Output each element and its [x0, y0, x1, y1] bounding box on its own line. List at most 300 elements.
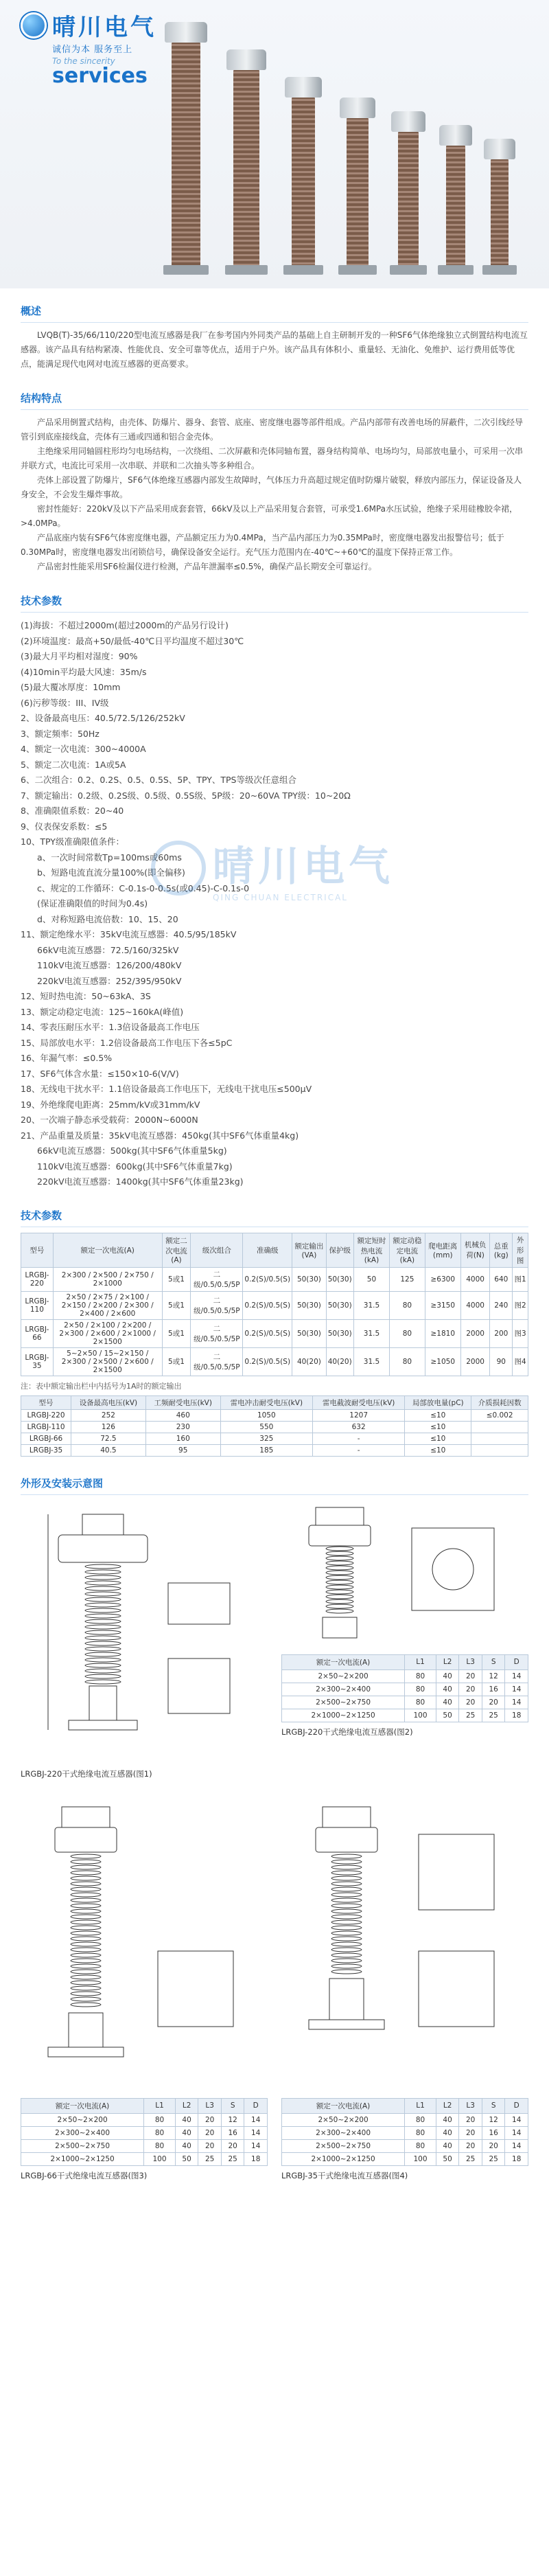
- spec-header-cell: 额定动稳定电流(kA): [390, 1233, 425, 1267]
- voltage-cell: 95: [145, 1444, 220, 1456]
- logo-text: 晴川电气: [52, 14, 156, 41]
- product-photo: [158, 21, 542, 268]
- insulator-shed: [71, 1854, 101, 1858]
- figure-3-drawing: [21, 1793, 268, 2095]
- voltage-cell: [471, 1433, 528, 1444]
- services-cn: 诚信为本 服务至上: [52, 45, 133, 55]
- dim-header-cell: L2: [436, 2098, 459, 2113]
- dim-cell: 50: [436, 2152, 459, 2165]
- voltage-cell: 160: [145, 1433, 220, 1444]
- spec-cell-sec: 5或1: [162, 1319, 191, 1347]
- dim-cell: 20: [459, 1696, 482, 1709]
- insulator-shed: [71, 1904, 101, 1908]
- dim-cell: 20: [459, 2113, 482, 2126]
- dim-cell: 14: [505, 2126, 528, 2139]
- insulator-shed: [331, 1926, 362, 1930]
- dim-cell: 2×500~2×750: [282, 2139, 405, 2152]
- dim-cell: 80: [405, 1683, 436, 1696]
- dim-cell: 14: [505, 1696, 528, 1709]
- insulator-shed: [331, 1953, 362, 1957]
- spec-cell-dyn: 80: [390, 1347, 425, 1376]
- insulator-shed: [326, 1547, 353, 1551]
- tech-item: (3)最大月平均相对湿度：90%: [21, 651, 138, 661]
- insulator-shed: [331, 1920, 362, 1924]
- insulator-shed: [85, 1669, 121, 1673]
- dim-cell: 2×500~2×750: [21, 2139, 144, 2152]
- insulator-shed: [326, 1609, 353, 1613]
- insulator-shed: [85, 1652, 121, 1656]
- dim-cell: 40: [436, 1683, 459, 1696]
- spec-cell-fig: 图1: [513, 1267, 528, 1291]
- insulator-shed: [71, 1948, 101, 1952]
- tech-item: (6)污秽等级：III、IV级: [21, 697, 109, 708]
- insulator-shed: [85, 1658, 121, 1662]
- table-row: [21, 1291, 528, 1319]
- tech-item: b、短路电流直流分量100%(即全偏移): [37, 867, 185, 878]
- tech-item: 14、零表压耐压水平：1.3倍设备最高工作电压: [21, 1022, 200, 1032]
- dim-cell: 2×300~2×400: [21, 2126, 144, 2139]
- tech-item: 3、额定频率：50Hz: [21, 728, 100, 739]
- insulator-shed: [85, 1674, 121, 1678]
- insulator-shed: [331, 1887, 362, 1891]
- feature-para-4: 密封性能好：220kV及以下产品采用成套套管，66kV及以上产品采用复合套管，可承受1.6MPa水压试验，绝缘子采用硅橡胶伞裙，>4.0MPa。: [21, 504, 517, 528]
- spec-cell-sec: 5或1: [162, 1291, 191, 1319]
- insulator-shed: [326, 1590, 353, 1594]
- dim-cell: 16: [482, 2126, 505, 2139]
- insulator-shed: [71, 1893, 101, 1897]
- tech-item: c、规定的工作循环：C-0.1s-0-0.5s(或0.45)-C-0.1s-0: [37, 882, 250, 893]
- dim-header-cell: D: [505, 1654, 528, 1669]
- spec-cell-acc: 0.2(S)/0.5(S): [243, 1291, 292, 1319]
- voltage-cell: ≤10: [405, 1433, 471, 1444]
- table-row: [282, 1709, 528, 1722]
- insulator-shed: [331, 1893, 362, 1897]
- spec-cell-dyn: 80: [390, 1291, 425, 1319]
- figure-2-caption: LRGBJ-220干式绝缘电流互感器(图2): [281, 1726, 413, 1737]
- tech-item: 13、额定动稳定电流：125~160kA(峰值): [21, 1006, 184, 1017]
- insulator-shed: [85, 1586, 121, 1591]
- insulator-shed: [71, 1887, 101, 1891]
- spec-cell-dyn: 125: [390, 1267, 425, 1291]
- dim-header-cell: L3: [198, 2098, 222, 2113]
- dim-header-cell: 额定一次电流(A): [21, 2098, 144, 2113]
- spec-cell-therm: 31.5: [353, 1347, 390, 1376]
- insulator-shed: [326, 1566, 353, 1570]
- insulator-shed: [85, 1647, 121, 1651]
- spec-header-cell: 机械负荷(N): [460, 1233, 489, 1267]
- spec-cell-therm: 31.5: [353, 1319, 390, 1347]
- insulator-shed: [71, 1865, 101, 1869]
- spec-table-section: [0, 1201, 549, 1457]
- figure-2: [281, 1501, 528, 1779]
- watermark-sub: QING CHUAN ELECTRICAL: [213, 893, 348, 902]
- dim-cell: 80: [405, 2113, 436, 2126]
- insulator-shed: [331, 1865, 362, 1869]
- dim-header-cell: 额定一次电流(A): [282, 2098, 405, 2113]
- voltage-cell: 550: [220, 1421, 312, 1433]
- insulator-shed: [71, 1937, 101, 1941]
- voltage-cell: ≤10: [405, 1409, 471, 1421]
- insulator-shed: [71, 1997, 101, 2001]
- insulator-shed: [331, 1931, 362, 1935]
- table-row: [21, 1319, 528, 1347]
- spec-table-title: 技术参数: [21, 1201, 528, 1227]
- dim-cell: 16: [482, 1683, 505, 1696]
- voltage-cell: ≤0.002: [471, 1409, 528, 1421]
- dim-cell: 40: [436, 2139, 459, 2152]
- figure-1-drawing: [21, 1501, 268, 1762]
- voltage-header-cell: 雷电冲击耐受电压(kV): [220, 1395, 312, 1409]
- tech-section: [0, 586, 549, 1190]
- tech-item: 110kV电流互感器：126/200/480kV: [37, 960, 182, 970]
- tech-item: 18、无线电干扰水平：1.1倍设备最高工作电压下，无线电干扰电压≤500μV: [21, 1084, 312, 1094]
- voltage-table: [21, 1395, 528, 1457]
- table-row: [282, 2152, 528, 2165]
- spec-cell-fig: 图2: [513, 1291, 528, 1319]
- tech-item: (2)环境温度：最高+50/最低-40℃日平均温度不超过30℃: [21, 635, 244, 646]
- voltage-header-cell: 雷电截波耐受电压(kV): [312, 1395, 404, 1409]
- insulator-shed: [71, 1981, 101, 1985]
- table-row: [282, 1683, 528, 1696]
- dim-cell: 40: [436, 1669, 459, 1683]
- insulator-shed: [85, 1603, 121, 1607]
- dim-table-1: [281, 1654, 528, 1722]
- insulator-shed: [71, 1860, 101, 1864]
- insulator-shed: [71, 1992, 101, 1996]
- insulator-shed: [85, 1625, 121, 1629]
- insulator-shed: [71, 1915, 101, 1919]
- tech-item: 110kV电流互感器：600kg(其中SF6气体重量7kg): [37, 1161, 233, 1172]
- tech-item: 5、额定二次电流：1A或5A: [21, 759, 126, 770]
- insulator-shed: [326, 1595, 353, 1599]
- insulator-shed: [331, 1904, 362, 1908]
- tech-item: 220kV电流互感器：1400kg(其中SF6气体重量23kg): [37, 1176, 244, 1187]
- voltage-cell: LRGBJ-35: [21, 1444, 71, 1456]
- insulator-shed: [331, 1898, 362, 1902]
- dim-cell: 80: [144, 2113, 176, 2126]
- spec-cell-creep: ≥3150: [425, 1291, 460, 1319]
- dim-cell: 2×300~2×400: [282, 2126, 405, 2139]
- insulator-shed: [331, 1970, 362, 1974]
- dim-cell: 2×1000~2×1250: [282, 2152, 405, 2165]
- voltage-header-cell: 设备最高电压(kV): [71, 1395, 146, 1409]
- voltage-cell: 460: [145, 1409, 220, 1421]
- spec-cell-combo: 二级/0.5/0.5/5P: [191, 1291, 243, 1319]
- table-row: [282, 2139, 528, 2152]
- voltage-header-cell: 工频耐受电压(kV): [145, 1395, 220, 1409]
- spec-cell-mech: 2000: [460, 1347, 489, 1376]
- insulator-shed: [85, 1581, 121, 1585]
- dim-cell: 40: [175, 2113, 198, 2126]
- tech-item: 15、局部放电水平：1.2倍设备最高工作电压下各≤5pC: [21, 1037, 233, 1048]
- insulator-shed: [71, 1959, 101, 1963]
- insulator-shed: [85, 1564, 121, 1569]
- tech-item: d、对称短路电流倍数：10、15、20: [37, 913, 178, 924]
- dim-header-cell: S: [482, 1654, 505, 1669]
- table-row: [21, 1267, 528, 1291]
- figure-2-drawing: [281, 1501, 528, 1652]
- dim-cell: 100: [405, 2152, 436, 2165]
- dim-cell: 20: [221, 2139, 244, 2152]
- tech-item: (5)最大覆冰厚度：10mm: [21, 682, 121, 692]
- spec-header-cell: 额定短时热电流(kA): [353, 1233, 390, 1267]
- dim-cell: 2×50~2×200: [282, 2113, 405, 2126]
- spec-cell-sec: 5或1: [162, 1267, 191, 1291]
- dim-header-cell: D: [505, 2098, 528, 2113]
- insulator-shed: [326, 1575, 353, 1580]
- tech-item: 16、年漏气率：≤0.5%: [21, 1053, 113, 1063]
- dim-cell: 25: [459, 1709, 482, 1722]
- spec-cell-combo: 二级/0.5/0.5/5P: [191, 1347, 243, 1376]
- spec-cell-out: 50(30): [292, 1291, 327, 1319]
- dim-cell: 14: [244, 2139, 268, 2152]
- dim-header-cell: L1: [405, 1654, 436, 1669]
- logo-icon: [21, 12, 47, 38]
- insulator-shed: [71, 1898, 101, 1902]
- spec-header-cell: 保护级: [326, 1233, 353, 1267]
- spec-cell-acc: 0.2(S)/0.5(S): [243, 1267, 292, 1291]
- voltage-cell: 1207: [312, 1409, 404, 1421]
- tech-item: 220kV电流互感器：252/395/950kV: [37, 975, 182, 986]
- insulator-shed: [326, 1580, 353, 1584]
- brand-block: [21, 8, 156, 87]
- insulator-shed: [331, 1915, 362, 1919]
- dim-cell: 2×300~2×400: [282, 1683, 405, 1696]
- dim-cell: 80: [144, 2139, 176, 2152]
- insulator-shed: [85, 1630, 121, 1634]
- spec-cell-current: 2×300 / 2×500 / 2×750 / 2×1000: [53, 1267, 162, 1291]
- spec-cell-combo: 二级/0.5/0.5/5P: [191, 1319, 243, 1347]
- insulator-shed: [331, 1854, 362, 1858]
- figure-3-caption: LRGBJ-66干式绝缘电流互感器(图3): [21, 2170, 148, 2180]
- voltage-header-cell: 局部放电量(pC): [405, 1395, 471, 1409]
- table-row: [282, 1696, 528, 1709]
- spec-cell-weight: 240: [490, 1291, 513, 1319]
- insulator-shed: [71, 1882, 101, 1886]
- dim-cell: 14: [505, 1669, 528, 1683]
- dim-cell: 40: [175, 2139, 198, 2152]
- insulator-shed: [326, 1556, 353, 1560]
- table-row: [21, 1433, 528, 1444]
- dim-cell: 2×1000~2×1250: [21, 2152, 144, 2165]
- insulator-shed: [71, 1942, 101, 1946]
- dim-cell: 80: [405, 1669, 436, 1683]
- dim-cell: 80: [405, 2126, 436, 2139]
- dim-cell: 40: [436, 2126, 459, 2139]
- spec-cell-model: LRGBJ-66: [21, 1319, 54, 1347]
- insulator-shed: [71, 1876, 101, 1880]
- feature-para-2: 主绝缘采用同轴圆柱形均匀电场结构，一次绕组、二次屏蔽和壳体同轴布置，器身结构简单、电场均匀，局部放电量小，可采用一次串并联方式，电流比可采用一次串联、并联和二次抽头等多种组合。: [21, 446, 524, 470]
- spec-header-cell: 额定输出(VA): [292, 1233, 327, 1267]
- watermark-text: 晴川电气: [213, 843, 394, 891]
- insulator-shed: [331, 1860, 362, 1864]
- dim-cell: 2×50~2×200: [21, 2113, 144, 2126]
- insulator-shed: [331, 1876, 362, 1880]
- dim-cell: 14: [505, 2113, 528, 2126]
- insulator-shed: [71, 1986, 101, 1990]
- dim-cell: 20: [198, 2113, 222, 2126]
- dim-table-2: [21, 2098, 268, 2166]
- table-row: [21, 2126, 268, 2139]
- spec-cell-pout: 40(20): [326, 1347, 353, 1376]
- spec-cell-current: 2×50 / 2×100 / 2×200 / 2×300 / 2×600 / 2×1000 / 2×1500: [53, 1319, 162, 1347]
- spec-cell-weight: 640: [490, 1267, 513, 1291]
- dim-cell: 18: [244, 2152, 268, 2165]
- features-title: 结构特点: [21, 384, 528, 410]
- table-row: [21, 1444, 528, 1456]
- dim-header-cell: L2: [436, 1654, 459, 1669]
- dim-header-cell: L3: [459, 2098, 482, 2113]
- insulator-6: [446, 144, 465, 268]
- spec-cell-fig: 图4: [513, 1347, 528, 1376]
- insulator-shed: [85, 1663, 121, 1667]
- spec-cell-acc: 0.2(S)/0.5(S): [243, 1319, 292, 1347]
- drawings-title: 外形及安装示意图: [21, 1469, 528, 1495]
- dim-cell: 20: [459, 1669, 482, 1683]
- figure-4-caption: LRGBJ-35干式绝缘电流互感器(图4): [281, 2170, 408, 2180]
- tech-list: [21, 618, 528, 1190]
- insulator-shed: [71, 1871, 101, 1875]
- insulator-shed: [326, 1599, 353, 1604]
- voltage-header-cell: 型号: [21, 1395, 71, 1409]
- insulator-shed: [331, 1871, 362, 1875]
- spec-header-cell: 爬电距离(mm): [425, 1233, 460, 1267]
- insulator-1: [172, 41, 200, 268]
- tech-item: 66kV电流互感器：500kg(其中SF6气体重量5kg): [37, 1145, 227, 1156]
- dim-cell: 25: [482, 2152, 505, 2165]
- dim-cell: 20: [482, 2139, 505, 2152]
- table-row: [21, 2139, 268, 2152]
- overview-title: 概述: [21, 297, 528, 323]
- spec-cell-therm: 50: [353, 1267, 390, 1291]
- insulator-shed: [326, 1551, 353, 1555]
- dim-cell: 20: [198, 2126, 222, 2139]
- dim-cell: 25: [198, 2152, 222, 2165]
- spec-cell-model: LRGBJ-220: [21, 1267, 54, 1291]
- tech-item: (4)10min平均最大风速：35m/s: [21, 666, 147, 677]
- insulator-shed: [326, 1604, 353, 1608]
- dim-header-cell: D: [244, 2098, 268, 2113]
- insulator-shed: [85, 1597, 121, 1602]
- spec-cell-mech: 2000: [460, 1319, 489, 1347]
- insulator-shed: [85, 1636, 121, 1640]
- figure-3: [21, 1793, 268, 2181]
- dim-cell: 50: [175, 2152, 198, 2165]
- insulator-shed: [71, 1926, 101, 1930]
- dim-cell: 20: [198, 2139, 222, 2152]
- spec-header-cell: 级次组合: [191, 1233, 243, 1267]
- table-row: [282, 2113, 528, 2126]
- dim-cell: 100: [144, 2152, 176, 2165]
- spec-header-cell: 额定一次电流(A): [53, 1233, 162, 1267]
- spec-cell-creep: ≥1050: [425, 1347, 460, 1376]
- tech-item: 21、产品重量及质量：35kV电流互感器：450kg(其中SF6气体重量4kg): [21, 1130, 299, 1141]
- spec-cell-acc: 0.2(S)/0.5(S): [243, 1347, 292, 1376]
- dim-cell: 20: [459, 1683, 482, 1696]
- insulator-shed: [71, 1909, 101, 1913]
- insulator-shed: [331, 1948, 362, 1952]
- table-row: [21, 1409, 528, 1421]
- tech-title: 技术参数: [21, 586, 528, 613]
- tech-item: 2、设备最高电压：40.5/72.5/126/252kV: [21, 713, 185, 723]
- voltage-cell: 325: [220, 1433, 312, 1444]
- insulator-shed: [85, 1570, 121, 1574]
- spec-note: 注：表中额定输出栏中内括号为1A时的额定输出: [21, 1381, 182, 1391]
- insulator-shed: [331, 1959, 362, 1963]
- insulator-shed: [326, 1585, 353, 1589]
- spec-cell-therm: 31.5: [353, 1291, 390, 1319]
- insulator-shed: [71, 1931, 101, 1935]
- dim-cell: 12: [482, 2113, 505, 2126]
- feature-para-1: 产品采用倒置式结构，由壳体、防爆片、器身、套管、底座、密度继电器等部件组成。产品内部带有改善电场的屏蔽件，二次引线经导管引到底座接线盒，壳体有三通或四通和铝合金壳体。: [21, 418, 524, 442]
- insulator-shed: [331, 1937, 362, 1941]
- feature-para-6: 产品密封性能采用SF6检漏仪进行检测，产品年泄漏率≤0.5%，确保产品长期安全可靠运行。: [37, 562, 377, 571]
- spec-cell-current: 5~2×50 / 15~2×150 / 2×300 / 2×500 / 2×600 / 2×1500: [53, 1347, 162, 1376]
- spec-cell-pout: 50(30): [326, 1319, 353, 1347]
- tech-item: 19、外绝缘爬电距离：25mm/kV或31mm/kV: [21, 1099, 200, 1110]
- dim-cell: 100: [405, 1709, 436, 1722]
- spec-header-cell: 总重(kg): [490, 1233, 513, 1267]
- spec-cell-creep: ≥1810: [425, 1319, 460, 1347]
- tech-item: 9、仪表保安系数：≤5: [21, 821, 108, 832]
- figure-4-drawing: [281, 1793, 528, 2095]
- drawings-section: [0, 1469, 549, 2181]
- dim-cell: 12: [221, 2113, 244, 2126]
- voltage-cell: 126: [71, 1421, 146, 1433]
- dim-header-cell: L1: [405, 2098, 436, 2113]
- tech-item: 17、SF6气体含水量：≤150×10-6(V/V): [21, 1068, 179, 1079]
- dim-cell: 40: [436, 2113, 459, 2126]
- spec-cell-model: LRGBJ-35: [21, 1347, 54, 1376]
- insulator-shed: [331, 1942, 362, 1946]
- voltage-cell: LRGBJ-220: [21, 1409, 71, 1421]
- voltage-cell: [471, 1444, 528, 1456]
- dim-cell: 2×1000~2×1250: [282, 1709, 405, 1722]
- overview-section: [0, 297, 549, 372]
- insulator-shed: [85, 1680, 121, 1684]
- voltage-cell: 1050: [220, 1409, 312, 1421]
- insulator-shed: [326, 1561, 353, 1565]
- table-row: [21, 1347, 528, 1376]
- dim-cell: 14: [244, 2113, 268, 2126]
- dim-cell: 16: [221, 2126, 244, 2139]
- dim-cell: 20: [459, 2126, 482, 2139]
- dim-header-cell: S: [482, 2098, 505, 2113]
- voltage-cell: 252: [71, 1409, 146, 1421]
- tech-item: a、一次时间常数Tp=100ms或60ms: [37, 852, 182, 863]
- voltage-cell: 72.5: [71, 1433, 146, 1444]
- voltage-cell: 632: [312, 1421, 404, 1433]
- logo: [21, 8, 156, 42]
- voltage-cell: 185: [220, 1444, 312, 1456]
- insulator-shed: [71, 1920, 101, 1924]
- tech-item: 4、额定一次电流：300~4000A: [21, 744, 146, 754]
- dim-header-cell: L2: [175, 2098, 198, 2113]
- voltage-header-cell: 介质损耗因数: [471, 1395, 528, 1409]
- spec-cell-fig: 图3: [513, 1319, 528, 1347]
- dim-cell: 20: [482, 1696, 505, 1709]
- dim-cell: 18: [505, 1709, 528, 1722]
- tech-item: 66kV电流互感器：72.5/160/325kV: [37, 944, 179, 955]
- dim-cell: 2×500~2×750: [282, 1696, 405, 1709]
- voltage-cell: -: [312, 1444, 404, 1456]
- figure-1-caption: LRGBJ-220干式绝缘电流互感器(图1): [21, 1768, 152, 1779]
- voltage-cell: LRGBJ-110: [21, 1421, 71, 1433]
- tech-item: (保证准确限值的时间为0.4s): [37, 898, 148, 909]
- table-row: [21, 1421, 528, 1433]
- spec-cell-out: 50(30): [292, 1319, 327, 1347]
- spec-cell-mech: 4000: [460, 1291, 489, 1319]
